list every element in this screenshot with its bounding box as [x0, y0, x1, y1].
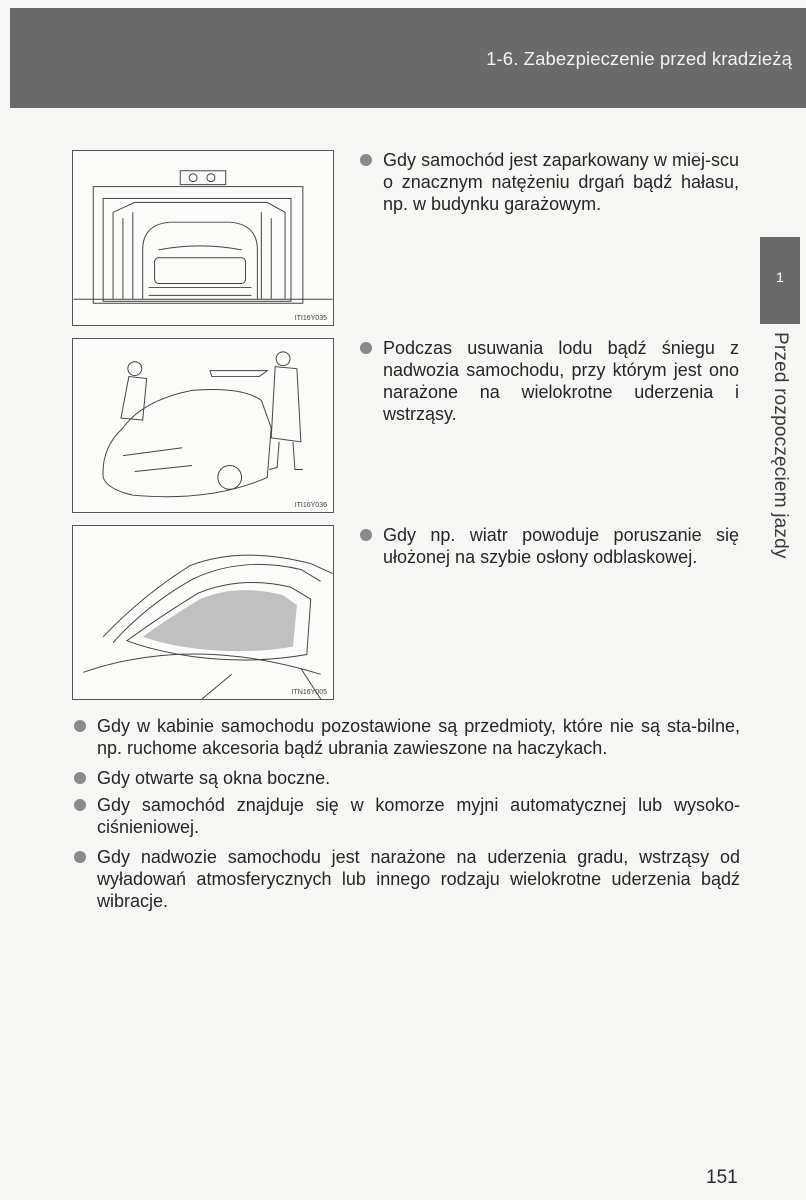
bullet-icon	[74, 772, 86, 784]
section-side-label: Przed rozpoczęciem jazdy	[770, 332, 791, 559]
page-number: 151	[706, 1167, 738, 1188]
figure-snow-removal	[72, 338, 334, 513]
bullet-item	[97, 715, 740, 759]
bullet-icon	[360, 154, 372, 166]
figure-car-wash	[72, 150, 334, 326]
chapter-tab	[760, 237, 800, 324]
figure-code: ITI16Y035	[294, 315, 327, 322]
bullet-icon	[360, 529, 372, 541]
bullet-item	[97, 767, 740, 789]
figure-code: ITI16Y036	[294, 502, 327, 509]
bullet-text: Podczas usuwania lodu bądź śniegu z nadwozia samochodu, przy którym jest ono narażone na wielokrotne uderzenia i wstrząsy.	[383, 338, 739, 424]
bullet-icon	[74, 720, 86, 732]
bullet-text: Gdy w kabinie samochodu pozostawione są przedmioty, które nie są sta-bilne, np. ruchome akcesoria bądź ubrania zawieszone na haczykach.	[97, 716, 740, 758]
chapter-header	[10, 8, 806, 108]
chapter-title: 1-6. Zabezpieczenie przed kradzieżą	[486, 48, 792, 69]
bullet-item	[97, 846, 740, 912]
bullet-item	[383, 149, 739, 215]
bullet-text: Gdy otwarte są okna boczne.	[97, 768, 331, 788]
bullet-icon	[74, 799, 86, 811]
figure-sunshade	[72, 525, 334, 700]
bullet-text: Gdy nadwozie samochodu jest narażone na uderzenia gradu, wstrząsy od wyładowań atmosferycznych lub innego rodzaju wielokrotne uderzenia bądź wibracje.	[97, 847, 740, 911]
bullet-item	[383, 337, 739, 425]
bullet-item	[383, 524, 739, 568]
chapter-tab-number: 1	[776, 269, 784, 285]
sunshade-icon	[73, 526, 333, 699]
bullet-item	[97, 794, 740, 838]
figure-code: ITN16Y005	[291, 689, 327, 696]
bullet-text: Gdy samochód znajduje się w komorze myjni automatycznej lub wysoko-ciśnieniowej.	[97, 795, 740, 837]
snow-removal-icon	[73, 339, 333, 512]
bullet-icon	[74, 851, 86, 863]
bullet-text: Gdy np. wiatr powoduje poruszanie się ułożonej na szybie osłony odblaskowej.	[383, 525, 739, 567]
bullet-text: Gdy samochód jest zaparkowany w miej-scu o znacznym natężeniu drgań bądź hałasu, np. w budynku garażowym.	[383, 150, 739, 214]
car-wash-icon	[73, 151, 333, 325]
bullet-icon	[360, 342, 372, 354]
